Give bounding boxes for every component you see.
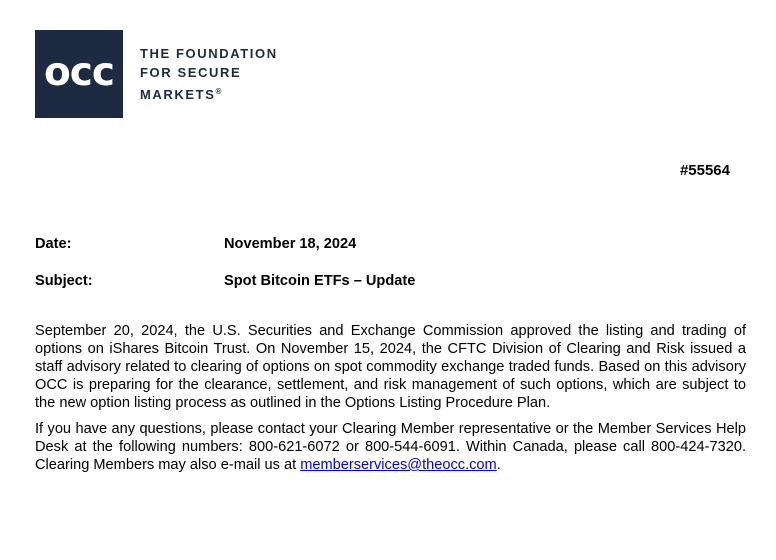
tagline-line-2: FOR SECURE — [140, 65, 242, 80]
tagline-line-3-text: MARKETS — [140, 87, 216, 102]
registered-trademark-symbol: ® — [215, 87, 222, 96]
body-paragraph-1: September 20, 2024, the U.S. Securities and Exchange Commission approved the listing and trading of options on iShares Bitcoin Trust. On November 15, 2024, the CFTC Division of Clearing and Risk issued a staff advisory related to clearing of options on spot commodity exchange traded funds. Based on this advisory OCC is preparing for the clearance, settlement, and risk management of such options, which are subject to the new option listing process as outlined in the Options Listing Procedure Plan. — [35, 323, 746, 411]
occ-logo-mark — [35, 30, 123, 118]
occ-logo — [35, 30, 278, 118]
member-services-email-link[interactable]: memberservices@theocc.com — [300, 457, 497, 473]
date-value: November 18, 2024 — [224, 236, 357, 252]
tagline-line-3 — [140, 82, 278, 104]
body-paragraph-2-period: . — [496, 457, 501, 473]
date-row — [35, 236, 745, 252]
memo-meta — [35, 236, 745, 289]
occ-logo-mark-text: occ — [43, 49, 115, 95]
body-paragraph-2-text: If you have any questions, please contact your Clearing Member representative or the Member Services Help Desk at the following numbers: 800-621-6072 or 800-544-6091. Within Canada, please call 800-424-7320. Clearing Members may also e-mail us at — [35, 421, 746, 473]
memo-number: #55564 — [679, 162, 730, 179]
subject-label: Subject: — [35, 273, 93, 289]
subject-row — [35, 273, 745, 289]
tagline-line-1: THE FOUNDATION — [140, 46, 278, 61]
body-paragraph-2 — [35, 420, 746, 474]
memo-body — [35, 322, 746, 474]
occ-logo-tagline — [140, 44, 278, 104]
subject-value: Spot Bitcoin ETFs – Update — [224, 273, 416, 289]
date-label: Date: — [35, 236, 72, 252]
